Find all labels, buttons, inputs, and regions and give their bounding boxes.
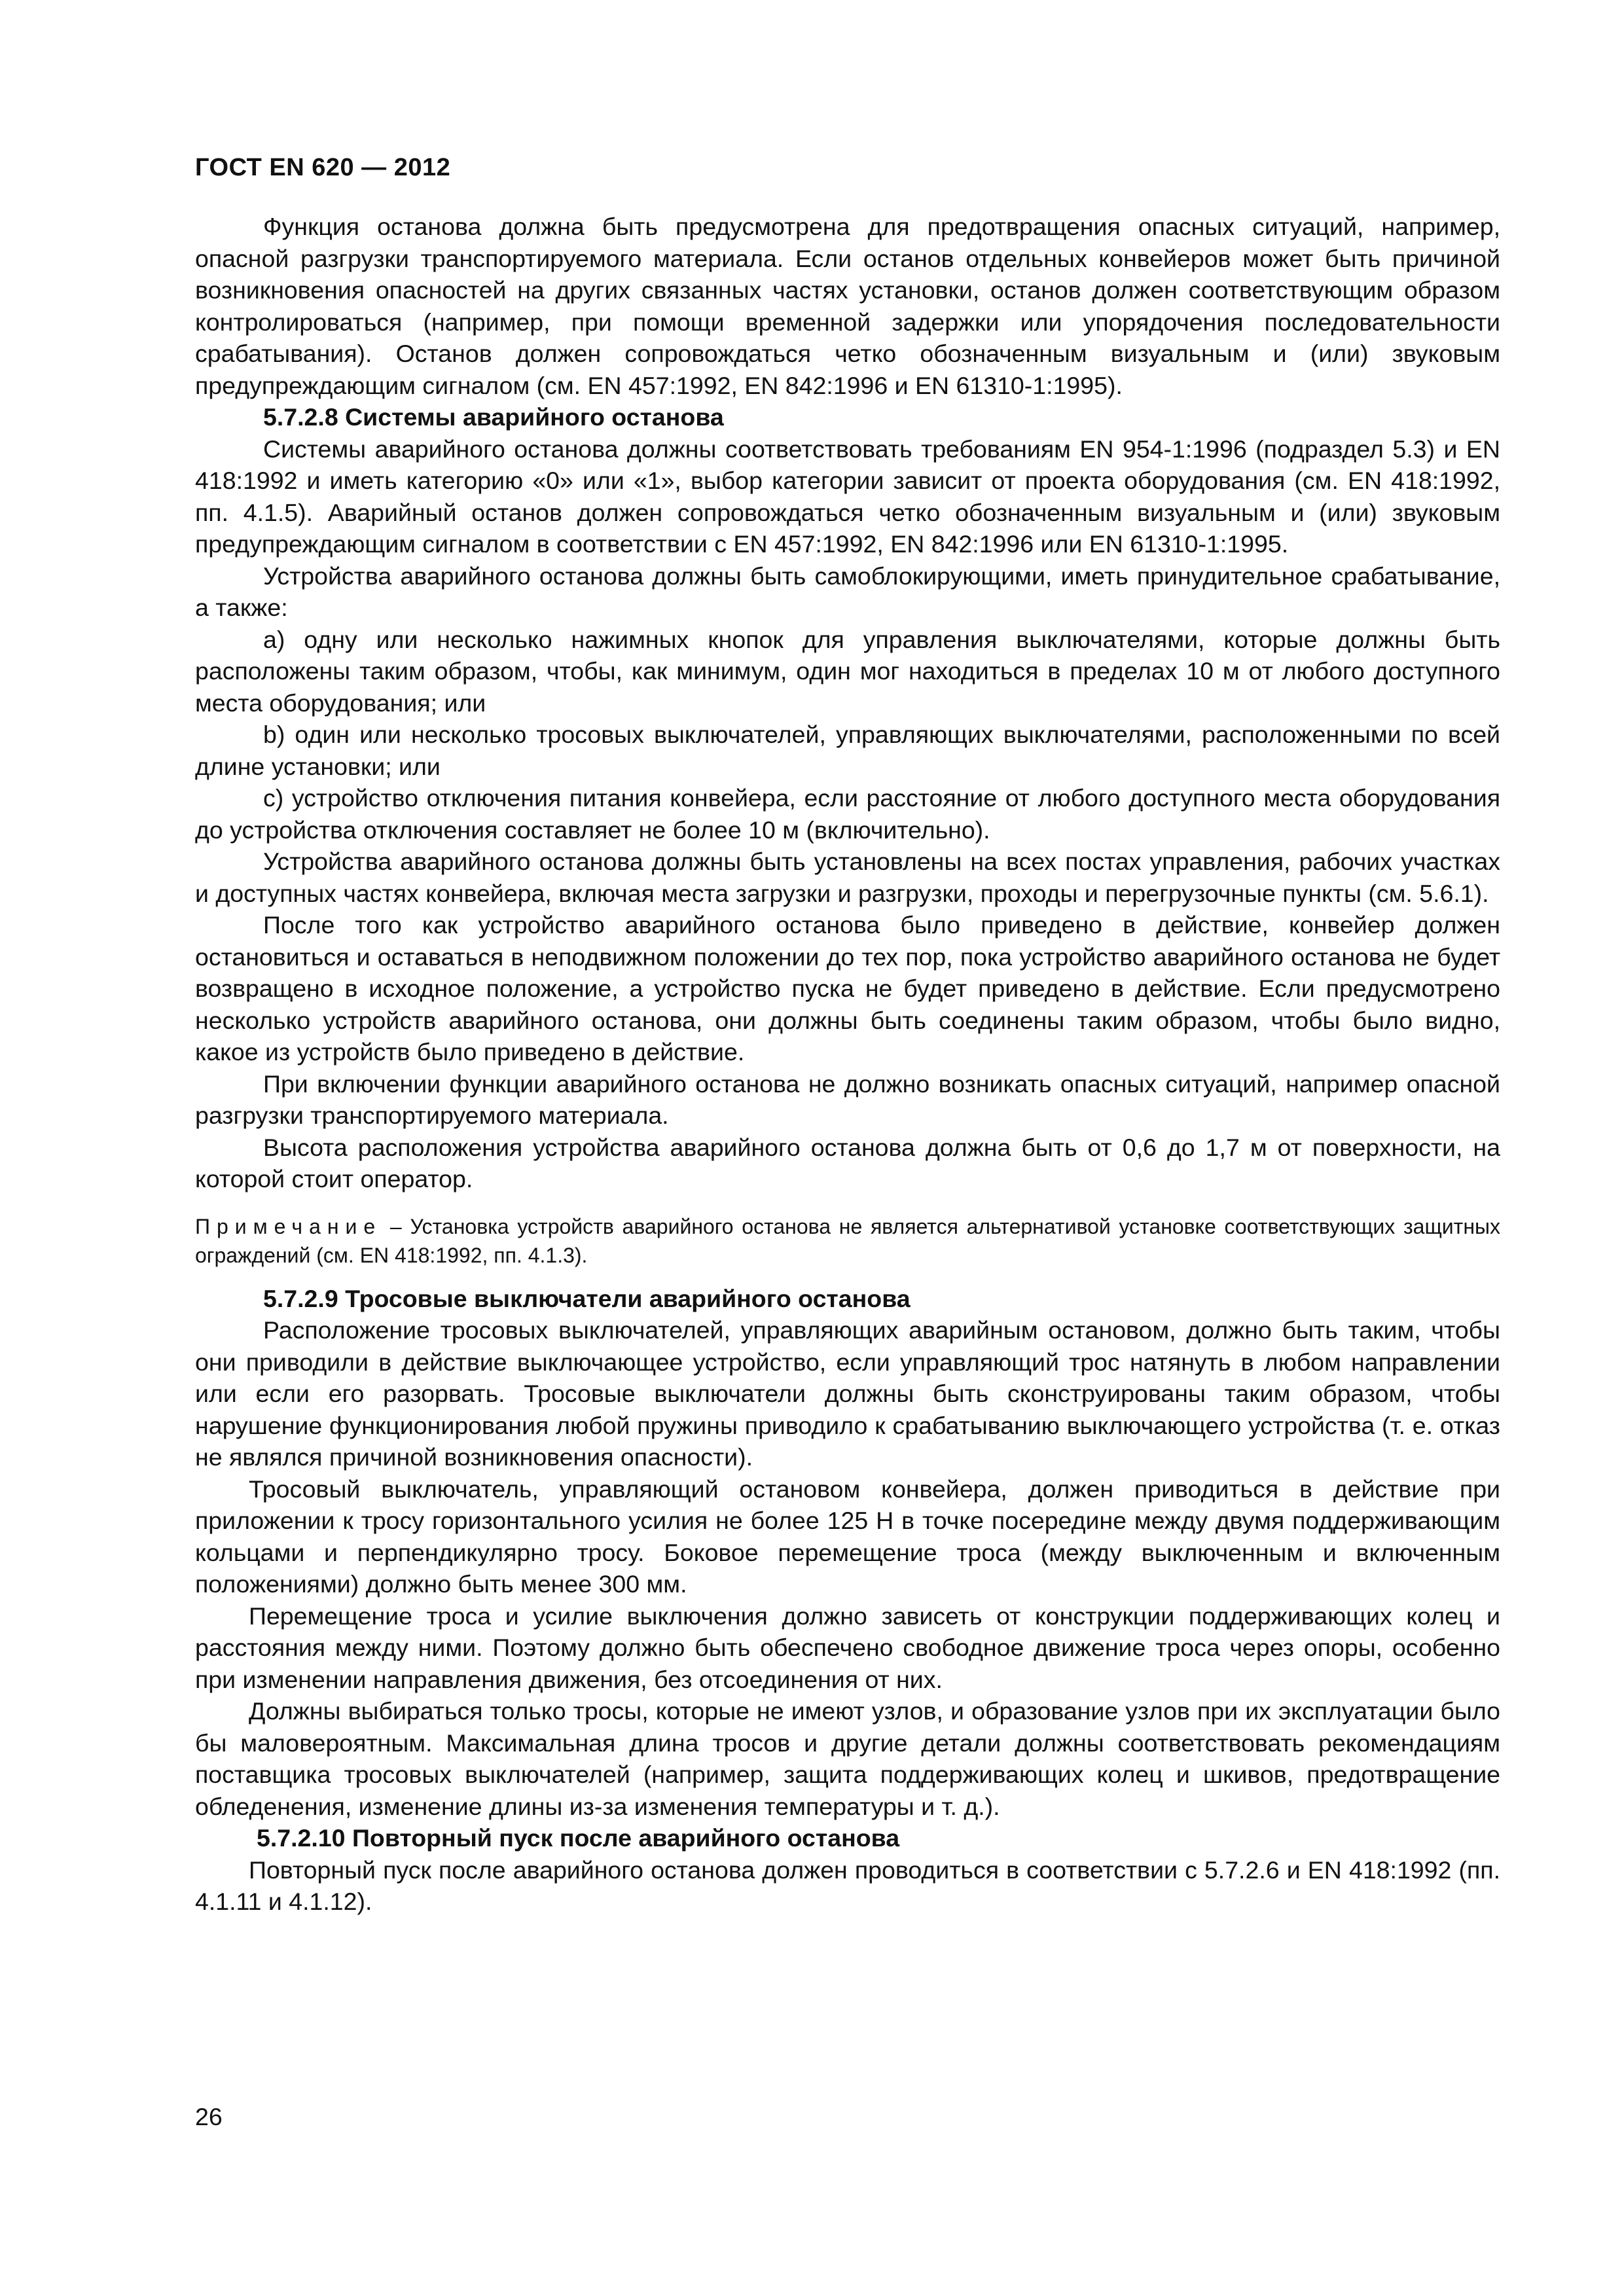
paragraph-device-locations: Устройства аварийного останова должны быть установлены на всех постах управления, рабочих участках и доступных частях конвейера, включая места загрузки и разгрузки, проходы и перегрузочные пункты (см. 5.6.1). bbox=[195, 848, 1500, 907]
page-number: 26 bbox=[195, 2103, 223, 2130]
note bbox=[195, 1212, 1500, 1270]
paragraph-emergency-stop-systems: Системы аварийного останова должны соответствовать требованиям EN 954-1:1996 (подраздел 5.3) и EN 418:1992 и иметь категорию «0» или «1», выбор категории зависит от проекта оборудования (см. EN 418:1992, пп. 4.1.5). Аварийный останов должен сопровождаться четко обозначенным визуальным и (или) звуковым предупреждающим сигналом в соответствии с EN 457:1992, EN 842:1996 или EN 61310-1:1995. bbox=[195, 435, 1500, 558]
list-item-a: a) одну или несколько нажимных кнопок для управления выключателями, которые должны быть расположены таким образом, чтобы, как минимум, один мог находиться в пределах 10 м от любого доступного места оборудования; или bbox=[195, 625, 1500, 717]
list-item-c: c) устройство отключения питания конвейера, если расстояние от любого доступного места оборудования до устройства отключения составляет не более 10 м (включительно). bbox=[195, 784, 1500, 844]
paragraph-pull-wire-force: Тросовый выключатель, управляющий остановом конвейера, должен приводиться в действие при приложении к тросу горизонтального усилия не более 125 Н в точке посередине между двумя поддерживающим кольцами и перпендикулярно тросу. Боковое перемещение троса (между выключенным и включенным положениями) должно быть менее 300 мм. bbox=[195, 1475, 1500, 1598]
section-heading-5-7-2-8: 5.7.2.8 Системы аварийного останова bbox=[263, 403, 724, 431]
paragraph-no-hazards: При включении функции аварийного останова не должно возникать опасных ситуаций, например опасной разгрузки транспортируемого материала. bbox=[195, 1069, 1500, 1129]
document-header: ГОСТ EN 620 — 2012 bbox=[195, 154, 451, 181]
paragraph-stop-function: Функция останова должна быть предусмотрена для предотвращения опасных ситуаций, например, опасной разгрузки транспортируемого материала. Если останов отдельных конвейеров может быть причиной возникновения опасностей на других связанных частях установки, останов должен соответствующим образом контролироваться (например, при помощи временной задержки или упорядочения последовательности срабатывания). Останов должен сопровождаться четко обозначенным визуальным и (или) звуковым предупреждающим сигналом (см. EN 457:1992, EN 842:1996 и EN 61310-1:1995). bbox=[195, 213, 1500, 399]
list-item-b: b) один или несколько тросовых выключателей, управляющих выключателями, расположенными по всей длине установки; или bbox=[195, 721, 1500, 780]
paragraph-restart: Повторный пуск после аварийного останова должен проводиться в соответствии с 5.7.2.6 и EN 418:1992 (пп. 4.1.11 и 4.1.12). bbox=[195, 1856, 1500, 1915]
paragraph-device-height: Высота расположения устройства аварийного останова должна быть от 0,6 до 1,7 м от поверхности, на которой стоит оператор. bbox=[195, 1133, 1500, 1193]
note-label: Примечание bbox=[195, 1214, 382, 1238]
paragraph-after-activation: После того как устройство аварийного останова было приведено в действие, конвейер должен остановиться и оставаться в неподвижном положении до тех пор, пока устройство аварийного останова не будет возвращено в исходное положение, а устройство пуска не будет приведено в действие. Если предусмотрено несколько устройств аварийного останова, они должны быть соединены таким образом, чтобы было видно, какое из устройств было приведено в действие. bbox=[195, 911, 1500, 1066]
document-body bbox=[195, 211, 1500, 1918]
paragraph-pull-wire-switches: Расположение тросовых выключателей, управляющих аварийным остановом, должно быть таким, чтобы они приводили в действие выключающее устройство, если управляющий трос натянуть в любом направлении или если его разорвать. Тросовые выключатели должны быть сконструированы таким образом, чтобы нарушение функционирования любой пружины приводило к срабатыванию выключающего устройства (т. е. отказ не являлся причиной возникновения опасности). bbox=[195, 1316, 1500, 1471]
section-heading-5-7-2-9: 5.7.2.9 Тросовые выключатели аварийного останова bbox=[263, 1284, 911, 1312]
paragraph-emergency-devices-requirements: Устройства аварийного останова должны быть самоблокирующими, иметь принудительное срабатывание, а также: bbox=[195, 562, 1500, 621]
paragraph-wire-movement: Перемещение троса и усилие выключения должно зависеть от конструкции поддерживающих колец и расстояния между ними. Поэтому должно быть обеспечено свободное движение троса через опоры, особенно при изменении направления движения, без отсоединения от них. bbox=[195, 1602, 1500, 1693]
paragraph-wire-selection: Должны выбираться только тросы, которые не имеют узлов, и образование узлов при их эксплуатации было бы маловероятным. Максимальная длина тросов и другие детали должны соответствовать рекомендациям поставщика тросовых выключателей (например, защита поддерживающих колец и шкивов, предотвращение обледенения, изменение длины из-за изменения температуры и т. д.). bbox=[195, 1697, 1500, 1820]
section-heading-5-7-2-10: 5.7.2.10 Повторный пуск после аварийного останова bbox=[257, 1824, 900, 1852]
note-text: – Установка устройств аварийного останова не является альтернативой установке соответствующих защитных ограждений (см. EN 418:1992, пп. 4.1.3). bbox=[195, 1214, 1500, 1267]
